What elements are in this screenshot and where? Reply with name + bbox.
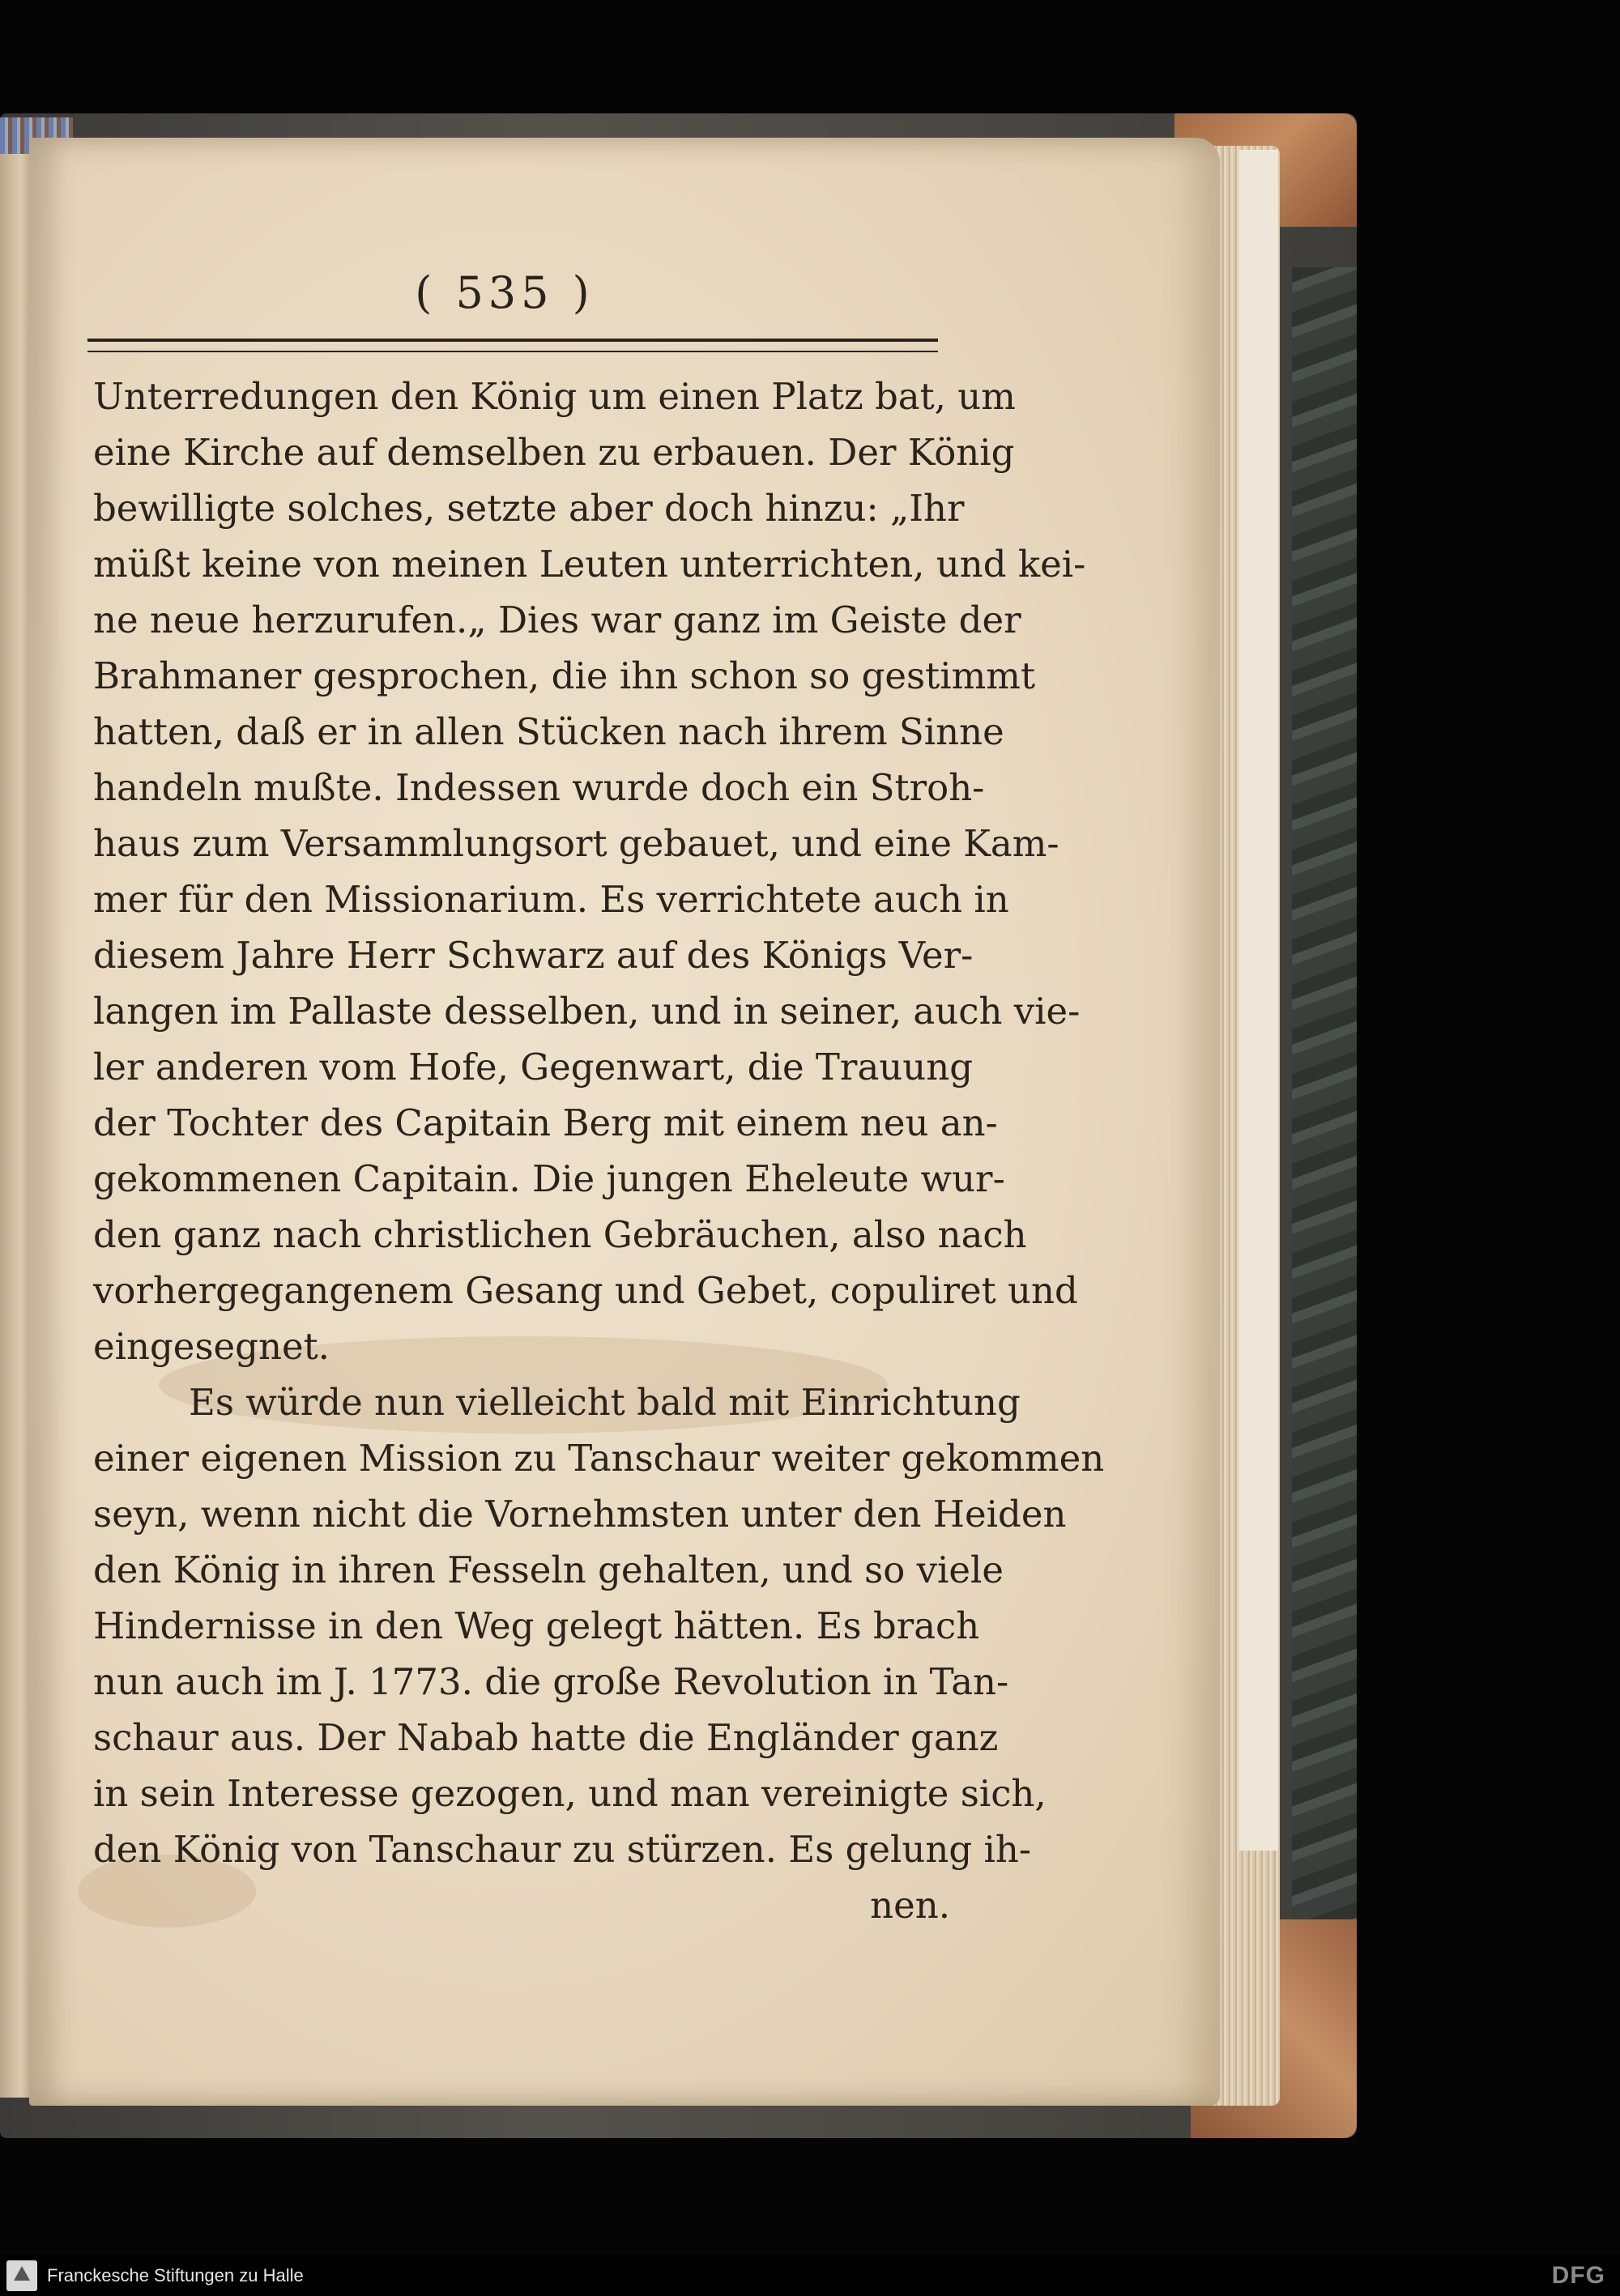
- text-line: eingesegnet.: [93, 1325, 330, 1368]
- text-line: handeln mußte. Indessen wurde doch ein Stroh-: [93, 766, 985, 809]
- text-line: eine Kirche auf demselben zu erbauen. Der König: [93, 431, 1015, 474]
- text-line: hatten, daß er in allen Stücken nach ihrem Sinne: [93, 710, 1004, 753]
- text-line: mer für den Missionarium. Es verrichtete auch in: [93, 878, 1009, 921]
- text-line: Es würde nun vielleicht bald mit Einrichtung: [189, 1381, 1021, 1424]
- facing-page-edge: [0, 154, 29, 2098]
- text-line: Hindernisse in den Weg gelegt hätten. Es brach: [93, 1604, 980, 1647]
- text-line: gekommenen Capitain. Die jungen Eheleute wur-: [93, 1157, 1005, 1200]
- text-line: bewilligte solches, setzte aber doch hinzu: „Ihr: [93, 487, 965, 530]
- body-text: [93, 368, 1105, 1933]
- page-number: ( 535 ): [415, 267, 595, 318]
- inserted-slip: [1239, 150, 1278, 1851]
- text-line: seyn, wenn nicht die Vornehmsten unter den Heiden: [93, 1493, 1067, 1536]
- text-line: ne neue herzurufen.„ Dies war ganz im Geiste der: [93, 598, 1021, 641]
- header-rule: [87, 339, 938, 352]
- text-line: diesem Jahre Herr Schwarz auf des Königs Ver-: [93, 934, 974, 977]
- footer-bar: [0, 2256, 1620, 2296]
- text-line: langen im Pallaste desselben, und in seiner, auch vie-: [93, 990, 1081, 1033]
- marbled-cover-panel: [1292, 267, 1357, 1936]
- text-line: ler anderen vom Hofe, Gegenwart, die Trauung: [93, 1046, 974, 1088]
- dfg-logo: DFG: [1551, 2262, 1605, 2289]
- text-line: schaur aus. Der Nabab hatte die Engländer ganz: [93, 1716, 999, 1759]
- text-line: haus zum Versammlungsort gebauet, und eine Kam-: [93, 822, 1059, 865]
- text-line: einer eigenen Mission zu Tanschaur weiter gekommen: [93, 1437, 1105, 1480]
- text-line: nun auch im J. 1773. die große Revolution in Tan-: [93, 1660, 1009, 1703]
- institution-logo-icon: [6, 2260, 37, 2291]
- institution-name: Franckesche Stiftungen zu Halle: [47, 2265, 304, 2285]
- catchword: nen.: [870, 1884, 950, 1927]
- text-line: Brahmaner gesprochen, die ihn schon so gestimmt: [93, 654, 1036, 697]
- text-line: Unterredungen den König um einen Platz bat, um: [93, 375, 1016, 418]
- text-line: der Tochter des Capitain Berg mit einem neu an-: [93, 1101, 998, 1144]
- text-line: müßt keine von meinen Leuten unterrichten, und kei-: [93, 543, 1086, 586]
- text-line: den König von Tanschaur zu stürzen. Es gelung ih-: [93, 1828, 1032, 1871]
- text-line: den ganz nach christlichen Gebräuchen, also nach: [93, 1213, 1027, 1256]
- text-line: vorhergegangenem Gesang und Gebet, copuliret und: [93, 1269, 1078, 1312]
- text-line: in sein Interesse gezogen, und man vereinigte sich,: [93, 1772, 1047, 1815]
- text-line: den König in ihren Fesseln gehalten, und so viele: [93, 1548, 1004, 1591]
